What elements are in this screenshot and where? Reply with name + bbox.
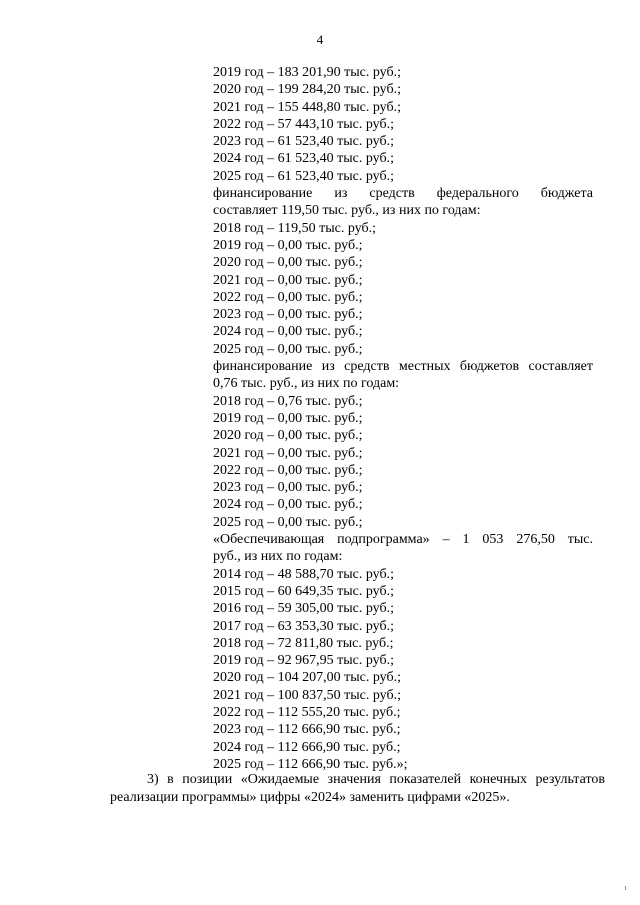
closing-line-2: реализации программы» цифры «2024» заменить цифрами «2025». xyxy=(110,789,510,805)
text-line: 2024 год – 61 523,40 тыс. руб.; xyxy=(213,151,394,167)
text-line: 0,76 тыс. руб., из них по годам: xyxy=(213,376,400,392)
page-number: 4 xyxy=(316,32,324,47)
text-line: 2020 год – 104 207,00 тыс. руб.; xyxy=(213,670,401,686)
closing-paragraph xyxy=(110,771,605,806)
text-line: 2021 год – 0,00 тыс. руб.; xyxy=(213,445,363,461)
text-line: 2023 год – 0,00 тыс. руб.; xyxy=(213,307,363,323)
text-line: 2014 год – 48 588,70 тыс. руб.; xyxy=(213,566,394,582)
text-line: 2021 год – 155 448,80 тыс. руб.; xyxy=(213,99,401,115)
text-line: 2025 год – 0,00 тыс. руб.; xyxy=(213,514,363,530)
text-line: 2019 год – 0,00 тыс. руб.; xyxy=(213,410,363,426)
text-line: 2018 год – 72 811,80 тыс. руб.; xyxy=(213,635,394,651)
text-line: 2017 год – 63 353,30 тыс. руб.; xyxy=(213,618,394,634)
text-line: 2023 год – 0,00 тыс. руб.; xyxy=(213,480,363,496)
text-line: 2025 год – 0,00 тыс. руб.; xyxy=(213,341,363,357)
text-line: 2015 год – 60 649,35 тыс. руб.; xyxy=(213,583,394,599)
text-line: 2019 год – 183 201,90 тыс. руб.; xyxy=(213,65,401,80)
text-line: 2023 год – 112 666,90 тыс. руб.; xyxy=(213,722,401,738)
text-line: 2018 год – 0,76 тыс. руб.; xyxy=(213,393,363,409)
text-line: 2020 год – 0,00 тыс. руб.; xyxy=(213,428,363,444)
text-line: 2022 год – 57 443,10 тыс. руб.; xyxy=(213,116,394,132)
text-line: 2019 год – 92 967,95 тыс. руб.; xyxy=(213,653,394,669)
text-line: 2024 год – 0,00 тыс. руб.; xyxy=(213,497,363,513)
text-line: 2022 год – 0,00 тыс. руб.; xyxy=(213,462,363,478)
text-line: финансирование из средств местных бюджетов составляет xyxy=(213,359,593,375)
text-line: 2020 год – 0,00 тыс. руб.; xyxy=(213,255,363,271)
text-line: 2020 год – 199 284,20 тыс. руб.; xyxy=(213,82,401,98)
text-line: 2019 год – 0,00 тыс. руб.; xyxy=(213,237,363,253)
closing-line-1: 3) в позиции «Ожидаемые значения показателей конечных результатов xyxy=(147,772,605,787)
text-line: финансирование из средств федерального бюджета xyxy=(213,186,593,202)
text-line: 2018 год – 119,50 тыс. руб.; xyxy=(213,220,376,236)
text-line: руб., из них по годам: xyxy=(213,549,343,565)
text-line: 2025 год – 61 523,40 тыс. руб.; xyxy=(213,168,394,184)
text-line: составляет 119,50 тыс. руб., из них по годам: xyxy=(213,203,481,219)
funding-text-block xyxy=(213,64,593,773)
text-line: 2023 год – 61 523,40 тыс. руб.; xyxy=(213,134,394,150)
text-line: 2024 год – 0,00 тыс. руб.; xyxy=(213,324,363,340)
text-line: 2022 год – 0,00 тыс. руб.; xyxy=(213,289,363,305)
text-line: «Обеспечивающая подпрограмма» – 1 053 276,50 тыс. xyxy=(213,532,593,548)
text-line: 2024 год – 112 666,90 тыс. руб.; xyxy=(213,739,401,755)
corner-mark: 1 xyxy=(624,886,627,892)
text-line: 2025 год – 112 666,90 тыс. руб.»; xyxy=(213,756,408,772)
text-line: 2021 год – 100 837,50 тыс. руб.; xyxy=(213,687,401,703)
text-line: 2022 год – 112 555,20 тыс. руб.; xyxy=(213,704,401,720)
text-line: 2021 год – 0,00 тыс. руб.; xyxy=(213,272,363,288)
text-line: 2016 год – 59 305,00 тыс. руб.; xyxy=(213,601,394,617)
